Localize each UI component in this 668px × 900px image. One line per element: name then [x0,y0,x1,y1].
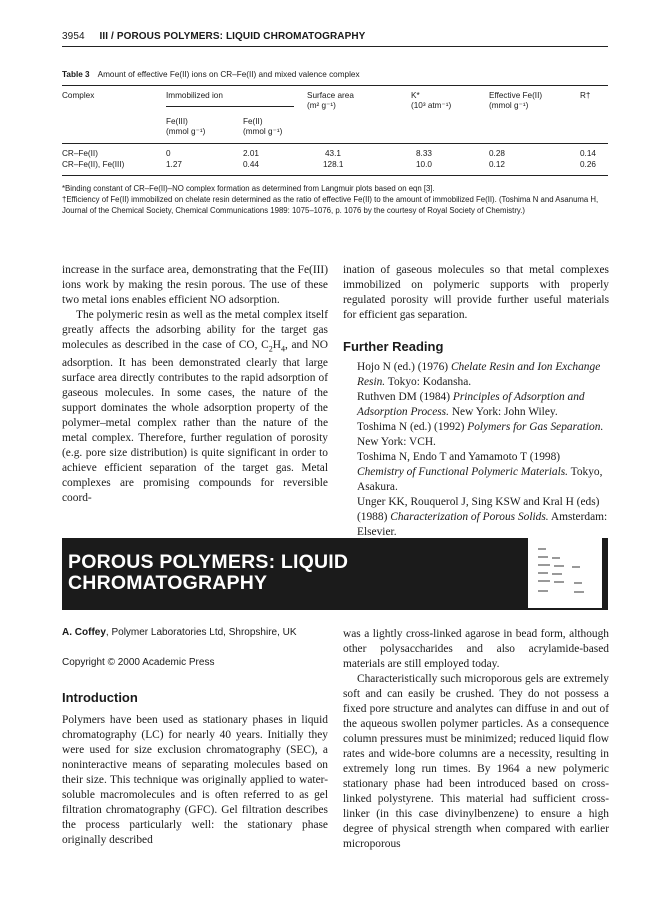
th-complex: Complex [62,91,95,100]
th-effective-unit: (mmol g⁻¹) [489,101,529,110]
table-spanner-rule [166,106,294,107]
th-r: R† [580,91,591,100]
introduction-heading: Introduction [62,690,138,705]
cell-k: 10.0 [416,160,432,169]
th-k: K* [411,91,420,100]
th-k-unit: (10³ atm⁻¹) [411,101,452,110]
table-footnote: †Efficiency of Fe(II) immobilized on chelate resin determined as the ratio of effective Fe(II) to the amount of immobilized Fe(II). (Toshima N and Asanuma H, Journal of the Chemical Society, Chemical Communications 1989: 1075–1076, p. 1076 by the courtesy of Royal Society of Chemistry.) [62,195,599,215]
table-head-rule [62,143,608,144]
body-paragraph: was a lightly cross-linked agarose in bead form, although other polysaccharides and also acrylamide-based materials are still employed today. [343,628,609,670]
table-label: Table 3 [62,70,90,79]
body-paragraph: increase in the surface area, demonstrating that the Fe(III) ions work by making the resin porous. The use of these two metal ions enables efficient NO adsorption. [62,264,328,306]
th-fe2: Fe(II) [243,117,263,126]
body-paragraph: ination of gaseous molecules so that metal complexes immobilized on polymeric supports with properly regulated porosity will provide further useful materials for efficient gas separation. [343,264,609,321]
author-affiliation: , Polymer Laboratories Ltd, Shropshire, UK [105,627,297,638]
body-paragraph: Characteristically such microporous gels are extremely soft and can easily be crushed. They do not possess a fixed pore structure and analytes can diffuse in and out of the aqueous swollen polymer particles. As a consequence column pressures must be minimized; reduced liquid flow rates and wide-bore columns are a necessity, resulting in extremely long run times. By 1964 a new polymeric stationary phase had been introduced based on cross-linked polystyrene. This material had sufficient cross-linker (in this case divinylbenzene) to ensure a high degree of physical strength when compared with earlier microporous [343,673,609,850]
author-name: A. Coffey [62,627,106,638]
table-bottom-rule [62,175,608,176]
cell-surface: 43.1 [325,149,341,158]
cell-effective: 0.28 [489,149,505,158]
reference-item: Ruthven DM (1984) Principles of Adsorption and Adsorption Process. New York: John Wiley. [357,391,585,418]
copyright-line: Copyright © 2000 Academic Press [62,657,215,668]
reference-item: Hojo N (ed.) (1976) Chelate Resin and Ion Exchange Resin. Tokyo: Kodansha. [357,361,601,388]
running-head-title: III / POROUS POLYMERS: LIQUID CHROMATOGRAPHY [99,31,366,42]
article-banner [62,538,608,610]
th-fe3: Fe(III) [166,117,188,126]
cell-r: 0.26 [580,160,596,169]
table-footnotes [62,183,610,216]
cell-fe3: 0 [166,149,171,158]
table-footnote: *Binding constant of CR–Fe(II)–NO complex formation as determined from Langmuir plots based on eqn [3]. [62,184,435,193]
cell-fe2: 0.44 [243,160,259,169]
table-caption-text: Amount of effective Fe(II) ions on CR–Fe(II) and mixed valence complex [97,70,360,79]
reference-list [343,360,609,540]
author-block [62,626,332,640]
cell-effective: 0.12 [489,160,505,169]
chromatography-icon [528,538,602,608]
th-effective: Effective Fe(II) [489,91,543,100]
left-column [62,263,328,506]
cell-fe2: 2.01 [243,149,259,158]
cell-r: 0.14 [580,149,596,158]
intro-column [62,690,328,848]
running-head [62,31,608,42]
cell-fe3: 1.27 [166,160,182,169]
th-surface-area-unit: (m² g⁻¹) [307,101,336,110]
body-paragraph: Polymers have been used as stationary phases in liquid chromatography (LC) for nearly 40 years. Initially they were used for size exclusion chromatography (SEC), a noninteractive means of separating molecules based on their size. This technique was originally applied to water-soluble macromolecules and is often referred to as gel filtration chromatography (GFC). Gel filtration describes the process particularly well: the stationary phase originally described [62,714,328,846]
reference-item: Toshima N (ed.) (1992) Polymers for Gas Separation. New York: VCH. [357,421,604,448]
table-top-rule [62,85,608,86]
article-title: POROUS POLYMERS: LIQUID CHROMATOGRAPHY [68,551,349,594]
th-immobilized: Immobilized ion [166,91,223,100]
cell-surface: 128.1 [323,160,344,169]
cell-k: 8.33 [416,149,432,158]
header-rule [62,46,608,47]
page-number: 3954 [62,31,85,42]
cell-complex: CR–Fe(II) [62,149,98,158]
reference-item: Toshima N, Endo T and Yamamoto T (1998) Chemistry of Functional Polymeric Materials. Tokyo, Asakura. [357,451,603,493]
article-right-column [343,627,609,852]
reference-item: Unger KK, Rouquerol J, Sing KSW and Kral H (eds) (1988) Characterization of Porous Solids. Amsterdam: Elsevier. [357,496,608,538]
further-reading-heading: Further Reading [343,339,444,354]
table-caption [62,70,360,79]
cell-complex: CR–Fe(II), Fe(III) [62,160,125,169]
th-surface-area: Surface area [307,91,354,100]
right-column [343,263,609,540]
body-paragraph: The polymeric resin as well as the metal complex itself greatly affects the adsorbing ability for the target gas molecules as described in the case of CO, $C_2H_4$, and NO adsorption. It has been demonstrated clearly that large surface area directly contributes to the rapid adsorption of gaseous molecules. In some cases, the nature of the support dominates the whole adsorption property of the polymer–metal complex rather than the nature of the metal complex. Therefore, further regulation of porosity (e.g. pore size distribution) is quite significant in order to achieve efficient separation of the target gas. Metal complexes are promising compounds for reversible coord- [62,309,328,505]
th-fe2-unit: (mmol g⁻¹) [243,127,283,136]
th-fe3-unit: (mmol g⁻¹) [166,127,206,136]
